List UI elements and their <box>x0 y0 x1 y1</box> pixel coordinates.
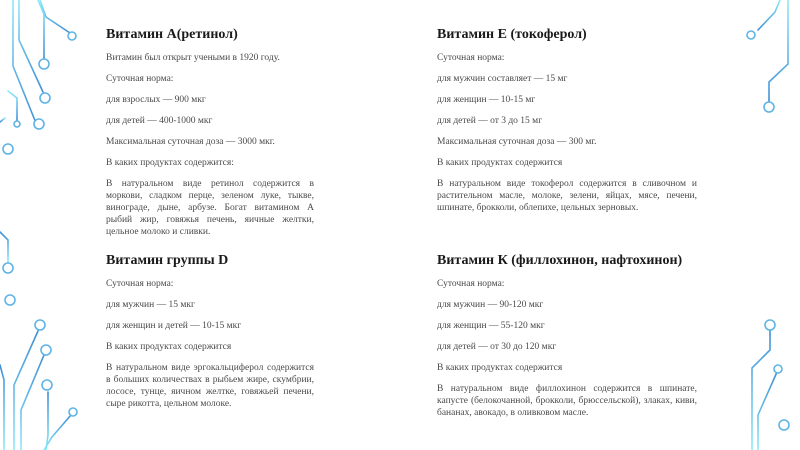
body-paragraph: В натуральном виде эргокальциферол содержится в больших количествах в рыбьем жире, скумбрии, лососе, тунце, яичном желтке, говяжьей печени, сыре рикотта, цельном молоке. <box>106 363 314 409</box>
text-line: В каких продуктах содержится <box>437 158 563 168</box>
body-paragraph: В натуральном виде токоферол содержится в сливочном и растительном масле, молоке, зелени, яйцах, мясе, печени, шпинате, брокколи, облепихе, цельных зерновых. <box>437 179 697 213</box>
text-line: Суточная норма: <box>106 279 174 289</box>
section-vitamin-a <box>106 26 314 247</box>
text-line: для детей — от 3 до 15 мг <box>437 116 543 126</box>
text-line: Витамин был открыт учеными в 1920 году. <box>106 53 280 63</box>
circuit-bottom-right <box>752 330 784 450</box>
text-line: В каких продуктах содержится <box>437 363 563 373</box>
text-line: Максимальная суточная доза — 300 мг. <box>437 137 597 147</box>
text-line: для мужчин — 15 мкг <box>106 300 195 310</box>
text-line: Максимальная суточная доза — 3000 мкг. <box>106 137 275 147</box>
text-line: Суточная норма: <box>437 53 505 63</box>
text-line: для мужчин составляет — 15 мг <box>437 74 568 84</box>
circuit-top-right <box>758 0 788 102</box>
text-line: для женщин и детей — 10-15 мкг <box>106 321 242 331</box>
text-line: для детей — от 30 до 120 мкг <box>437 342 557 352</box>
circuit-top-left <box>0 0 70 148</box>
section-vitamin-d <box>106 252 314 419</box>
text-line: для детей — 400-1000 мкг <box>106 116 213 126</box>
text-line: для женщин — 10-15 мг <box>437 95 536 105</box>
text-line: для женщин — 55-120 мкг <box>437 321 545 331</box>
text-line: В каких продуктах содержится <box>106 342 232 352</box>
text-line: В каких продуктах содержится: <box>106 158 234 168</box>
circuit-bottom-left <box>0 232 71 450</box>
text-line: для мужчин — 90-120 мкг <box>437 300 544 310</box>
section-title: Витамин Е (токоферол) <box>437 27 587 42</box>
section-vitamin-k <box>437 252 697 428</box>
body-paragraph: В натуральном виде ретинол содержится в моркови, сладком перце, зеленом луке, тыкве, винограде, дыне, арбузе. Богат витамином А рыбий жир, говяжья печень, яичные желтки, цельное молоко и сливки. <box>106 179 314 237</box>
section-vitamin-e <box>437 26 697 223</box>
text-line: Суточная норма: <box>437 279 505 289</box>
section-title: Витамин К (филлохинон, нафтохинон) <box>437 253 683 268</box>
section-title: Витамин А(ретинол) <box>106 27 238 42</box>
section-title: Витамин группы D <box>106 253 229 268</box>
body-paragraph: В натуральном виде филлохинон содержится в шпинате, капусте (белокочанной, брокколи, брюссельской), злаках, киви, бананах, авокадо, в оливковом масле. <box>437 384 697 418</box>
text-line: Суточная норма: <box>106 74 174 84</box>
text-line: для взрослых — 900 мкг <box>106 95 206 105</box>
